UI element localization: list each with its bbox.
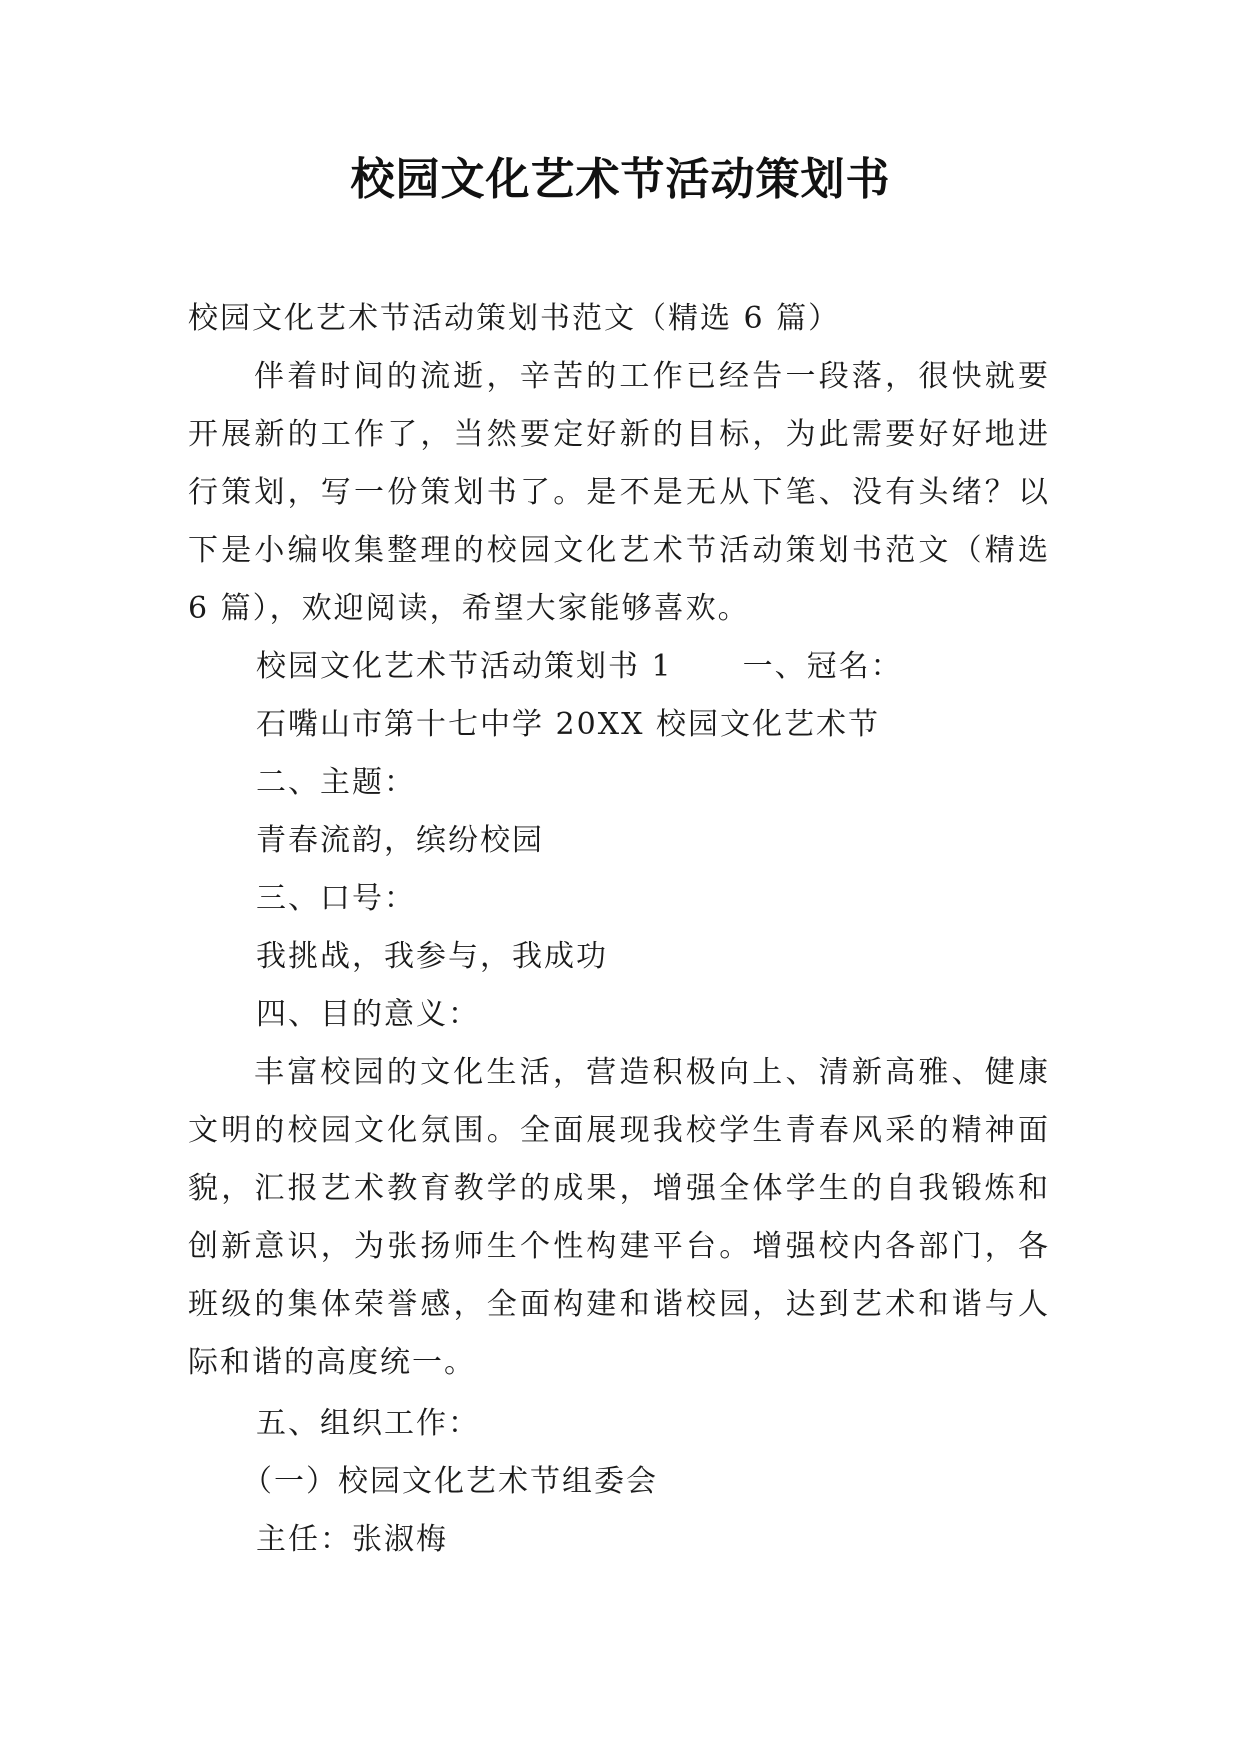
item1-value: 石嘴山市第十七中学 20XX 校园文化艺术节 xyxy=(256,707,880,742)
intro-paragraph: 伴着时间的流逝，辛苦的工作已经告一段落，很快就要开展新的工作了，当然要定好新的目标，为此需要好好地进行策划，写一份策划书了。是不是无从下笔、没有头绪？以下是小编收集整理的校园文化艺术节活动策划书范文（精选 6 篇），欢迎阅读，希望大家能够喜欢。 xyxy=(188,359,1050,626)
item5-subheading: （一）校园文化艺术节组委会 xyxy=(242,1464,658,1499)
item4-label: 四、目的意义： xyxy=(256,997,480,1032)
item4-paragraph: 丰富校园的文化生活，营造积极向上、清新高雅、健康文明的校园文化氛围。全面展现我校学生青春风采的精神面貌，汇报艺术教育教学的成果，增强全体学生的自我锻炼和创新意识，为张扬师生个性构建平台。增强校内各部门，各班级的集体荣誉感，全面构建和谐校园，达到艺术和谐与人际和谐的高度统一。 xyxy=(188,1055,1050,1380)
item5-label: 五、组织工作： xyxy=(256,1406,480,1441)
document-title: 校园文化艺术节活动策划书 xyxy=(350,154,891,205)
document-subtitle: 校园文化艺术节活动策划书范文（精选 6 篇） xyxy=(188,301,841,336)
item3-value: 我挑战，我参与，我成功 xyxy=(256,939,608,974)
section-heading-line xyxy=(188,638,1050,696)
item2-value: 青春流韵，缤纷校园 xyxy=(256,823,544,858)
document-body xyxy=(188,290,1050,1569)
item1-label: 一、冠名： xyxy=(742,649,903,684)
item5-director: 主任：张淑梅 xyxy=(256,1522,448,1557)
item2-label: 二、主题： xyxy=(256,765,416,800)
section1-heading: 校园文化艺术节活动策划书 1 xyxy=(256,649,673,684)
item3-label: 三、口号： xyxy=(256,881,416,916)
